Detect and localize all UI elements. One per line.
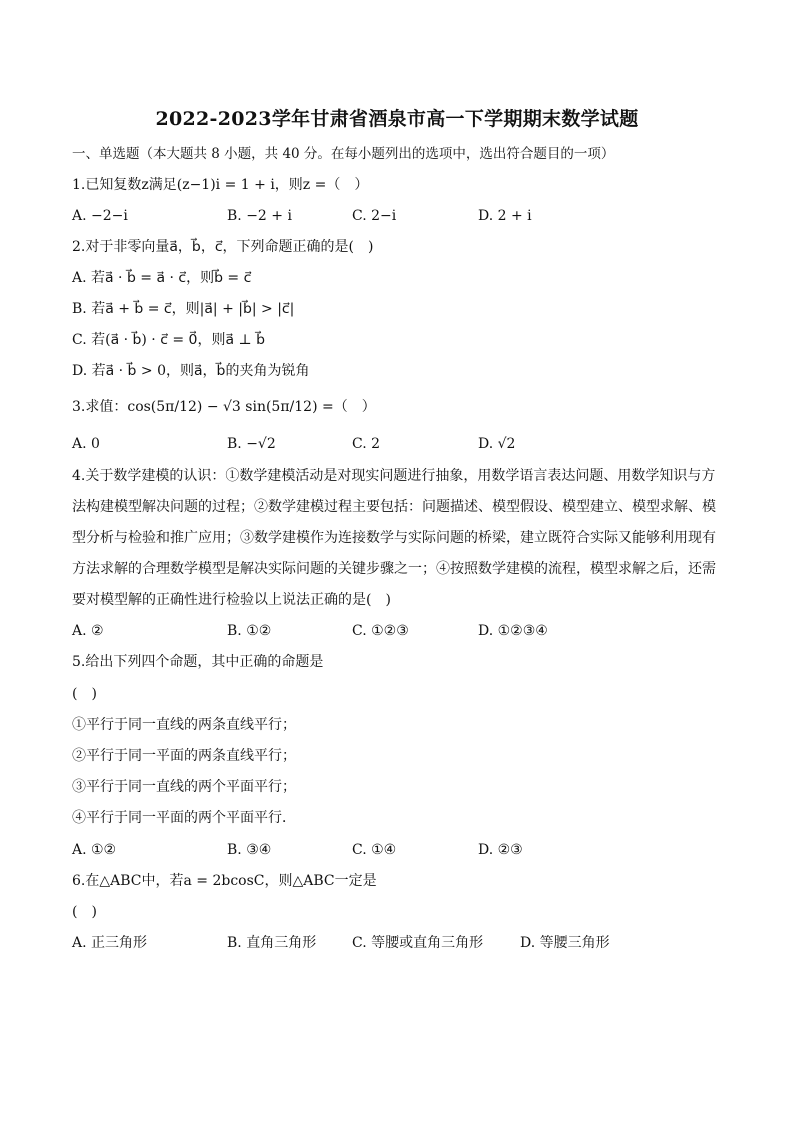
question-6-option-d: D. 等腰三角形 bbox=[520, 935, 610, 951]
question-2-stem: 2.对于非零向量a⃗，b⃗，c⃗，下列命题正确的是( ) bbox=[72, 239, 374, 255]
question-3-stem: 3.求值：cos(5π/12) − √3 sin(5π/12) =（ ） bbox=[72, 399, 376, 415]
question-6-answer-paren: ( ) bbox=[72, 904, 97, 920]
question-6-option-c: C. 等腰或直角三角形 bbox=[352, 935, 484, 951]
question-5-item-1: ①平行于同一直线的两条直线平行； bbox=[72, 717, 296, 733]
question-1-option-d: D. 2 + i bbox=[478, 208, 532, 224]
question-4-option-a: A. ② bbox=[72, 623, 104, 639]
question-4-option-d: D. ①②③④ bbox=[478, 623, 548, 639]
question-5-option-a: A. ①② bbox=[72, 842, 117, 858]
question-5-item-3: ③平行于同一直线的两个平面平行； bbox=[72, 779, 296, 795]
question-4-option-c: C. ①②③ bbox=[352, 623, 409, 639]
question-4-stem-line-3: 型分析与检验和推广应用；③数学建模作为连接数学与实际问题的桥梁，建立既符合实际又能够利用现有 bbox=[72, 530, 716, 546]
question-1-option-a: A. −2−i bbox=[72, 208, 128, 224]
question-4-stem-line-2: 法构建模型解决问题的过程；②数学建模过程主要包括：问题描述、模型假设、模型建立、模型求解、模 bbox=[72, 499, 716, 515]
question-4-stem-line-4: 方法求解的合理数学模型是解决实际问题的关键步骤之一；④按照数学建模的流程，模型求解之后，还需 bbox=[72, 561, 716, 577]
question-5-option-b: B. ③④ bbox=[227, 842, 272, 858]
question-5-item-2: ②平行于同一平面的两条直线平行； bbox=[72, 748, 296, 764]
question-1-stem: 1.已知复数z满足(z−1)i = 1 + i，则z =（ ） bbox=[72, 177, 369, 193]
question-5-answer-paren: ( ) bbox=[72, 686, 97, 702]
question-3-option-d: D. √2 bbox=[478, 436, 516, 452]
question-5-stem: 5.给出下列四个命题，其中正确的命题是 bbox=[72, 654, 324, 670]
question-3-option-b: B. −√2 bbox=[227, 436, 276, 452]
question-6-stem: 6.在△ABC中，若a = 2bcosC，则△ABC一定是 bbox=[72, 873, 377, 889]
question-1-option-c: C. 2−i bbox=[352, 208, 397, 224]
question-2-option-a: A. 若a⃗ · b⃗ = a⃗ · c⃗，则b⃗ = c⃗ bbox=[72, 270, 252, 286]
question-6-option-a: A. 正三角形 bbox=[72, 935, 148, 951]
document-title: 2022-2023学年甘肃省酒泉市高一下学期期末数学试题 bbox=[155, 108, 639, 130]
question-5-item-4: ④平行于同一平面的两个平面平行． bbox=[72, 810, 296, 826]
question-3-option-c: C. 2 bbox=[352, 436, 381, 452]
question-6-option-b: B. 直角三角形 bbox=[227, 935, 317, 951]
question-4-stem-line-1: 4.关于数学建模的认识：①数学建模活动是对现实问题进行抽象，用数学语言表达问题、用数学知识与方 bbox=[72, 468, 716, 484]
question-1-option-b: B. −2 + i bbox=[227, 208, 292, 224]
section-heading: 一、单选题（本大题共 8 小题，共 40 分。在每小题列出的选项中，选出符合题目的一项） bbox=[72, 146, 615, 162]
question-3-option-a: A. 0 bbox=[72, 436, 100, 452]
question-5-option-c: C. ①④ bbox=[352, 842, 397, 858]
question-2-option-c: C. 若(a⃗ · b⃗) · c⃗ = 0⃗，则a⃗ ⊥ b⃗ bbox=[72, 332, 265, 348]
question-2-option-d: D. 若a⃗ · b⃗ > 0，则a⃗，b⃗的夹角为锐角 bbox=[72, 363, 310, 379]
question-2-option-b: B. 若a⃗ + b⃗ = c⃗，则|a⃗| + |b⃗| > |c⃗| bbox=[72, 301, 295, 317]
question-4-option-b: B. ①② bbox=[227, 623, 272, 639]
question-5-option-d: D. ②③ bbox=[478, 842, 523, 858]
question-4-stem-line-5: 要对模型解的正确性进行检验以上说法正确的是( ) bbox=[72, 592, 391, 608]
